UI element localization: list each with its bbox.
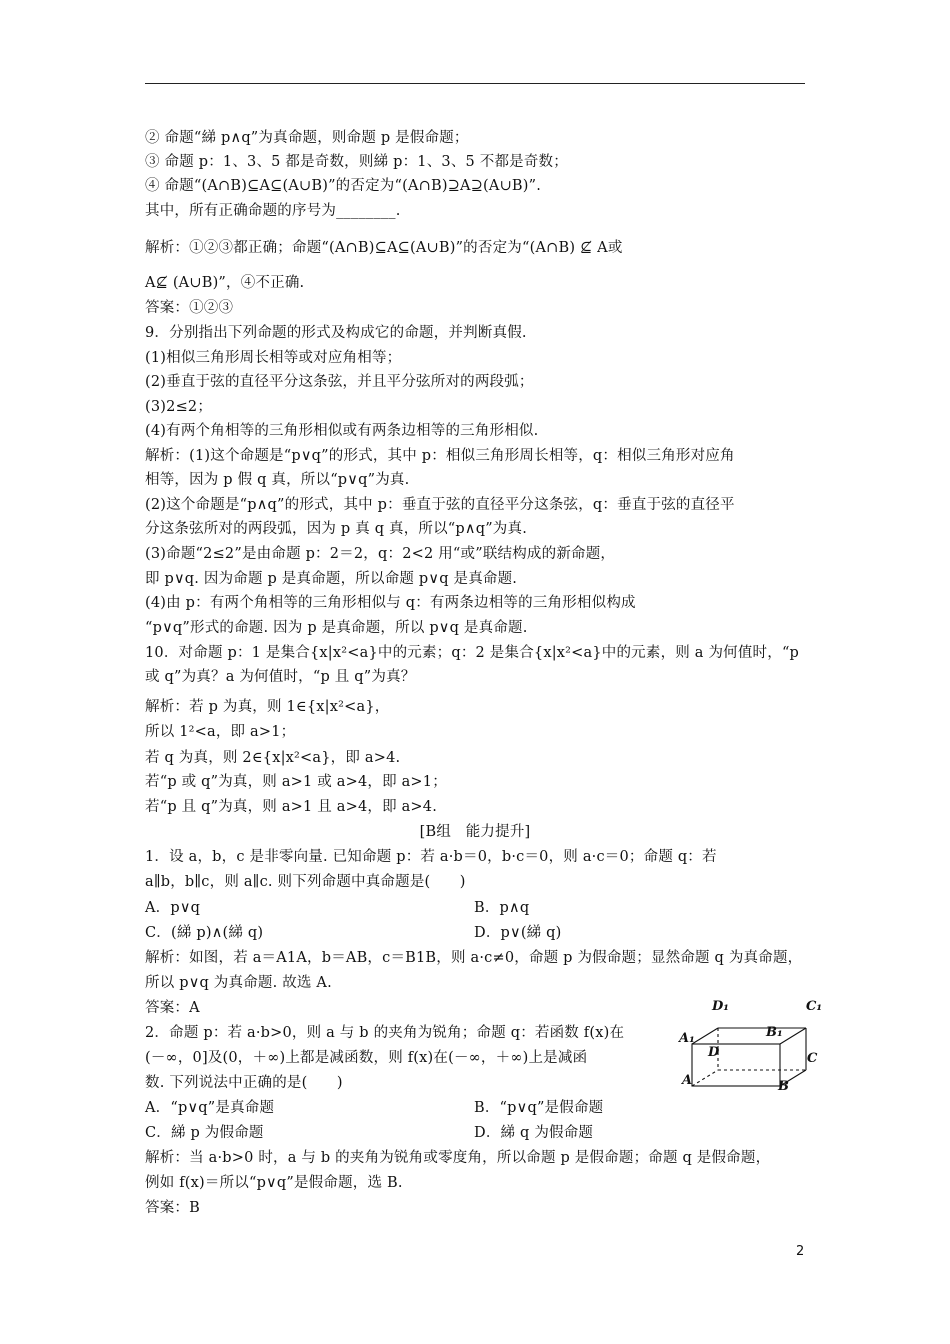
text-line: 即 p∨q. 因为命题 p 是真命题，所以命题 p∨q 是真命题. — [145, 571, 518, 587]
text-line: (2)这个命题是“p∧q”的形式，其中 p：垂直于弦的直径平分这条弦，q：垂直于弦的直径平 — [145, 497, 735, 513]
option-c-q1: C．(綈 p)∧(綈 q) — [145, 925, 264, 941]
label-d1: D₁ — [712, 999, 729, 1014]
text-line: 相等，因为 p 假 q 真，所以“p∨q”为真. — [145, 472, 410, 488]
text-line: “p∨q”形式的命题. 因为 p 是真命题，所以 p∨q 是真命题. — [145, 620, 528, 636]
text-line: 解析：若 p 为真，则 1∈{x|x²<a}， — [145, 699, 390, 715]
text-line: 或 q”为真？a 为何值时，“p 且 q”为真？ — [145, 669, 416, 685]
text-line: a∥b，b∥c，则 a∥c. 则下列命题中真命题是( ) — [145, 874, 466, 890]
text-line: 答案：A — [145, 1000, 200, 1016]
option-b-q1: B．p∧q — [474, 900, 530, 916]
text-line: 答案：B — [145, 1200, 200, 1216]
text-line: 所以 1²<a，即 a>1； — [145, 724, 296, 740]
text-line: 9．分别指出下列命题的形式及构成它的命题，并判断真假. — [145, 325, 527, 341]
text-line: (3)2≤2； — [145, 399, 213, 415]
option-a-q2: A．“p∨q”是真命题 — [145, 1100, 275, 1116]
option-c-q2: C．綈 p 为假命题 — [145, 1125, 264, 1141]
text-line: (4)有两个角相等的三角形相似或有两条边相等的三角形相似. — [145, 423, 539, 439]
text-line: (2)垂直于弦的直径平分这条弦，并且平分弦所对的两段弧； — [145, 374, 534, 390]
text-line: 数. 下列说法中正确的是( ) — [145, 1075, 343, 1091]
label-c1: C₁ — [806, 999, 823, 1014]
option-d-q2: D．綈 q 为假命题 — [474, 1125, 594, 1141]
option-b-q2: B．“p∨q”是假命题 — [474, 1100, 604, 1116]
text-line: 解析：当 a·b>0 时，a 与 b 的夹角为锐角或零度角，所以命题 p 是假命题；命题 q 是假命题， — [145, 1150, 771, 1166]
text-line: (－∞，0]及(0，＋∞)上都是减函数，则 f(x)在(－∞，＋∞)上是减函 — [145, 1050, 588, 1066]
cuboid-figure — [676, 1024, 822, 1096]
text-line: A⊈ (A∪B)”，④不正确. — [145, 275, 305, 291]
text-line: 若“p 且 q”为真，则 a>1 且 a>4，即 a>4. — [145, 799, 438, 815]
label-b1: B₁ — [766, 1025, 783, 1040]
text-line: 答案：①②③ — [145, 300, 234, 316]
text-line: 1．设 a，b，c 是非零向量. 已知命题 p：若 a·b＝0，b·c＝0，则 a·c＝0；命题 q：若 — [145, 849, 717, 865]
label-a1: A₁ — [679, 1031, 695, 1046]
text-line: 解析：如图，若 a＝A1A，b＝AB，c＝B1B，则 a·c≠0，命题 p 为假命题；显然命题 q 为真命题， — [145, 950, 803, 966]
cuboid-drawing — [676, 1024, 822, 1096]
text-line: 所以 p∨q 为真命题. 故选 A. — [145, 975, 332, 991]
label-c: C — [807, 1051, 818, 1066]
option-d-q1: D．p∨(綈 q) — [474, 925, 562, 941]
label-a: A — [682, 1073, 693, 1088]
text-line: ④ 命题“(A∩B)⊆A⊆(A∪B)”的否定为“(A∩B)⊇A⊇(A∪B)”. — [145, 178, 542, 194]
text-line: 解析：(1)这个命题是“p∨q”的形式，其中 p：相似三角形周长相等，q：相似三角形对应角 — [145, 448, 735, 464]
text-line: 分这条弦所对的两段弧，因为 p 真 q 真，所以“p∧q”为真. — [145, 521, 528, 537]
text-line: (4)由 p：有两个角相等的三角形相似与 q：有两条边相等的三角形相似构成 — [145, 595, 636, 611]
text-line: ③ 命题 p：1、3、5 都是奇数，则綈 p：1、3、5 不都是奇数； — [145, 154, 568, 170]
text-line: (3)命题“2≤2”是由命题 p：2＝2，q：2<2 用“或”联结构成的新命题， — [145, 546, 616, 562]
section-title: [B组 能力提升] — [419, 824, 531, 840]
text-line: 解析：①②③都正确；命题“(A∩B)⊆A⊆(A∪B)”的否定为“(A∩B) ⊈ A或 — [145, 240, 623, 256]
text-line: 若“p 或 q”为真，则 a>1 或 a>4，即 a>1； — [145, 774, 447, 790]
text-line: (1)相似三角形周长相等或对应角相等； — [145, 350, 402, 366]
header-rule — [145, 83, 805, 84]
label-b: B — [778, 1079, 789, 1094]
text-line: 例如 f(x)＝所以“p∨q”是假命题，选 B. — [145, 1175, 403, 1191]
label-d: D — [708, 1045, 720, 1060]
text-line: 2．命题 p：若 a·b>0，则 a 与 b 的夹角为锐角；命题 q：若函数 f(x)在 — [145, 1025, 625, 1041]
text-line: 若 q 为真，则 2∈{x|x²<a}，即 a>4. — [145, 750, 401, 766]
option-a-q1: A．p∨q — [145, 900, 201, 916]
text-line: ② 命题“綈 p∧q”为真命题，则命题 p 是假命题； — [145, 130, 469, 146]
page-number: 2 — [796, 1244, 805, 1259]
text-line: 其中，所有正确命题的序号为________. — [145, 203, 401, 219]
text-line: 10．对命题 p：1 是集合{x|x²<a}中的元素；q：2 是集合{x|x²<a}中的元素，则 a 为何值时，“p — [145, 645, 800, 661]
